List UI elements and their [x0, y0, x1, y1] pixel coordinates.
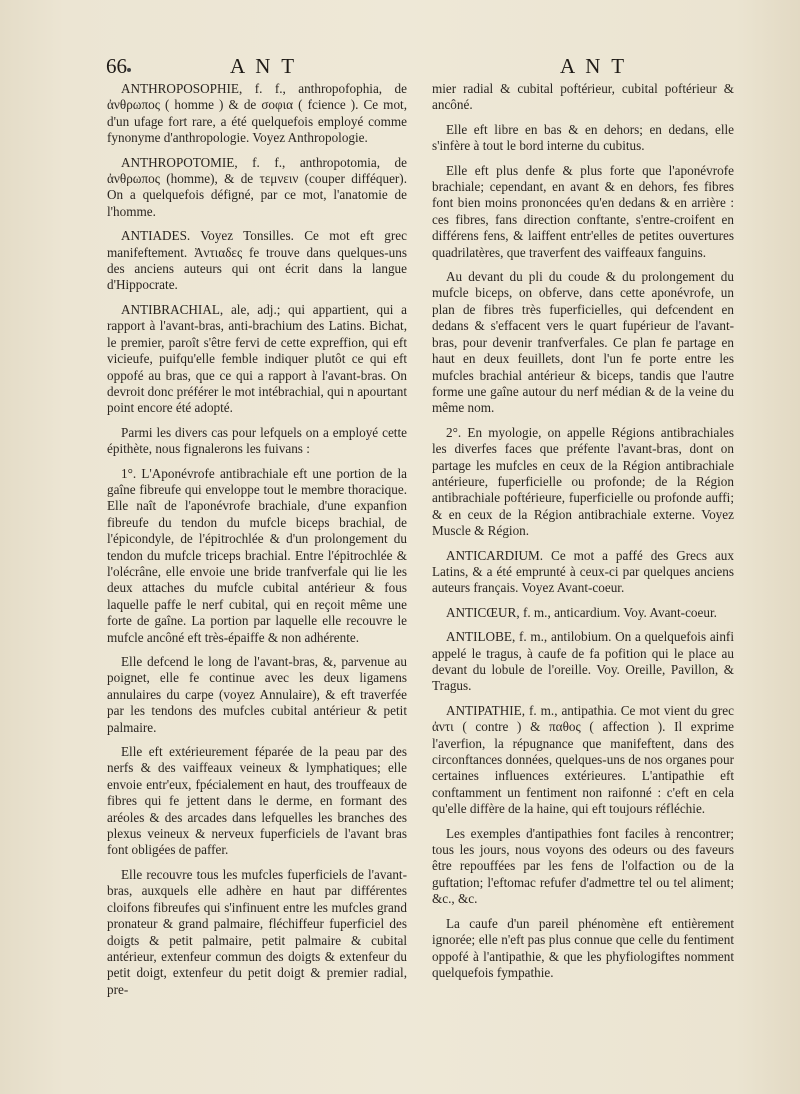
entry-anthroposophie: ANTHROPOSOPHIE, f. f., anthropofophia, de ἀνθρωπος ( homme ) & de σοφια ( fcience ). Ce mot, d'un ufage fort rare, a été quelquefois employé comme fynonyme d'anthropologie. Voyez Anthropologie.	[107, 81, 407, 146]
paragraph: Les exemples d'antipathies font faciles à rencontrer; tous les jours, nous voyons des odeurs ou des faveurs être repouffées par les fens de l'olfaction ou de la guftation; l'eftomac refufer d'admettre tel ou tel aliment; &c., &c.	[432, 825, 734, 907]
entry-antiades: ANTIADES. Voyez Tonsilles. Ce mot eft grec manifeftement. Ἀντιαδες fe trouve dans quelques-uns des anciens auteurs qui ont écrit dans la langue d'Hippocrate.	[107, 228, 407, 293]
paragraph: La caufe d'un pareil phénomène eft entièrement ignorée; elle n'eft pas plus connue que celle du fentiment oppofé à l'antipathie, & que les phyfiologiftes nomment quelquefois fympathie.	[432, 915, 734, 980]
running-head-right: A N T	[560, 54, 628, 78]
paragraph: Au devant du pli du coude & du prolongement du mufcle biceps, on obferve, dans cette aponévrofe, un plan de fibres très fuperficielles, qui defcendent en dedans & s'effacent vers le quart fupérieur de l'avant-bras, pour devenir tranfverfales. Ce plan fe partage en haut en deux feuillets, dont l'un fe porte entre les mufcles brachial antérieur & biceps, tandis que l'autre forme une gaîne autour du nerf médian & de la veine du même nom.	[432, 269, 734, 416]
paragraph: Elle eft extérieurement féparée de la peau par des nerfs & des vaiffeaux veineux & lymphatiques; elle envoie entr'eux, fpécialement en haut, des trouffeaux de fibres qui fe jettent dans le derme, en formant des aréoles & des arcades dans lefquelles les branches des plexus veineux & nerveux fuperficiels de l'avant bras font obligées de paffer.	[107, 744, 407, 858]
paragraph: Elle eft plus denfe & plus forte que l'aponévrofe brachiale; cependant, en avant & en dehors, fes fibres font bien moins prononcées qu'en dedans & en arrière : ces fibres, fans direction conftante, s'entre-croifent en différens fens, & laiffent entr'elles de petites ouvertures quadrilatères, que traverfent des vaiffeaux fanguins.	[432, 162, 734, 260]
entry-antilobe: ANTILOBE, f. m., antilobium. On a quelquefois ainfi appelé le tragus, à caufe de fa pofition qui le place au devant du lobule de l'oreille. Voy. Oreille, Pavillon, & Tragus.	[432, 629, 734, 694]
paragraph: 1°. L'Aponévrofe antibrachiale eft une portion de la gaîne fibreufe qui enveloppe tout le membre thoracique. Elle naît de l'aponévrofe brachiale, d'une expanfion fibreufe du tendon du mufcle biceps brachial, de l'épicondyle, de l'épitrochlée & d'un prolongement du tendon du mufcle triceps brachial. Entre l'épitrochlée & l'olécrâne, elle envoie une bride tranfverfale qui lie les deux attaches du mufcle cubital antérieur & fous laquelle paffe le nerf cubital, qui en reçoit même une forte de gaîne. La portion par laquelle elle recouvre le mufcle ancôné eft très-épaiffe & non adhérente.	[107, 465, 407, 645]
left-column	[107, 81, 407, 1006]
entry-antibrachial: ANTIBRACHIAL, ale, adj.; qui appartient, qui a rapport à l'avant-bras, anti-brachium des Latins. Bichat, le premier, paroît s'être fervi de cette expreffion, qui eft vicieufe, puifqu'elle femble indiquer plutôt ce qui eft oppofé au bras, que ce qui a rapport à l'avant-bras. On devroit donc préférer le mot intébrachial, qui n apourtant point encore été adopté.	[107, 301, 407, 416]
entry-anthropotomie: ANTHROPOTOMIE, f. f., anthropotomia, de ἀνθρωπος (homme), & de τεμνειν (couper difféquer). On a quelquefois défigné, par ce mot, l'anatomie de l'homme.	[107, 154, 407, 219]
entry-antipathie: ANTIPATHIE, f. m., antipathia. Ce mot vient du grec ἀντι ( contre ) & παθος ( affection ). Il exprime l'averfion, la répugnance que manifeftent, dans des circonftances données, quelques-uns de nos organes pour certaines influences extérieures. L'antipathie eft conftamment un fentiment non raifonné : c'eft en cela qu'elle diffère de la haine, qui eft toujours réfléchie.	[432, 702, 734, 817]
right-column	[432, 81, 734, 989]
page-number: 66	[106, 54, 127, 78]
paragraph: 2°. En myologie, on appelle Régions antibrachiales les diverfes faces que préfente l'avant-bras, dont on partage les mufcles en ceux de la Région antibrachiale antérieure, fuperficielle ou profonde; de la Région antibrachiale poftérieure, fuperficielle ou profonde auffi; & en ceux de la Région antibrachiale externe. Voyez Muscle & Région.	[432, 424, 734, 539]
ink-speck	[127, 68, 131, 72]
running-header	[0, 54, 800, 78]
running-head-left: A N T	[230, 54, 298, 78]
paragraph: Elle eft libre en bas & en dehors; en dedans, elle s'infère à tout le bord interne du cubitus.	[432, 121, 734, 154]
paragraph: Elle recouvre tous les mufcles fuperficiels de l'avant-bras, auxquels elle adhère en haut par différentes cloifons fibreufes qui s'infinuent entre les mufcles grand pronateur & grand palmaire, fléchiffeur fuperficiel des doigts & petit palmaire, petit palmaire & cubital antérieur, extenfeur commun des doigts & extenfeur du petit doigt, extenfeur du petit doigt & premier radial, pre-	[107, 866, 407, 997]
entry-anticardium: ANTICARDIUM. Ce mot a paffé des Grecs aux Latins, & a été emprunté à ceux-ci par quelques anciens auteurs français. Voyez Avant-coeur.	[432, 547, 734, 596]
entry-anticoeur: ANTICŒUR, f. m., anticardium. Voy. Avant-coeur.	[446, 604, 717, 620]
paragraph: Elle defcend le long de l'avant-bras, &, parvenue au poignet, elle fe continue avec les deux ligamens annulaires du carpe (voyez Annulaire), & eft traverfée par les tendons des mufcles cubital antérieur & petit palmaire.	[107, 654, 407, 735]
paragraph: mier radial & cubital poftérieur, cubital poftérieur & ancôné.	[432, 81, 734, 113]
paragraph: Parmi les divers cas pour lefquels on a employé cette épithète, nous fignalerons les fuivans :	[107, 424, 407, 457]
